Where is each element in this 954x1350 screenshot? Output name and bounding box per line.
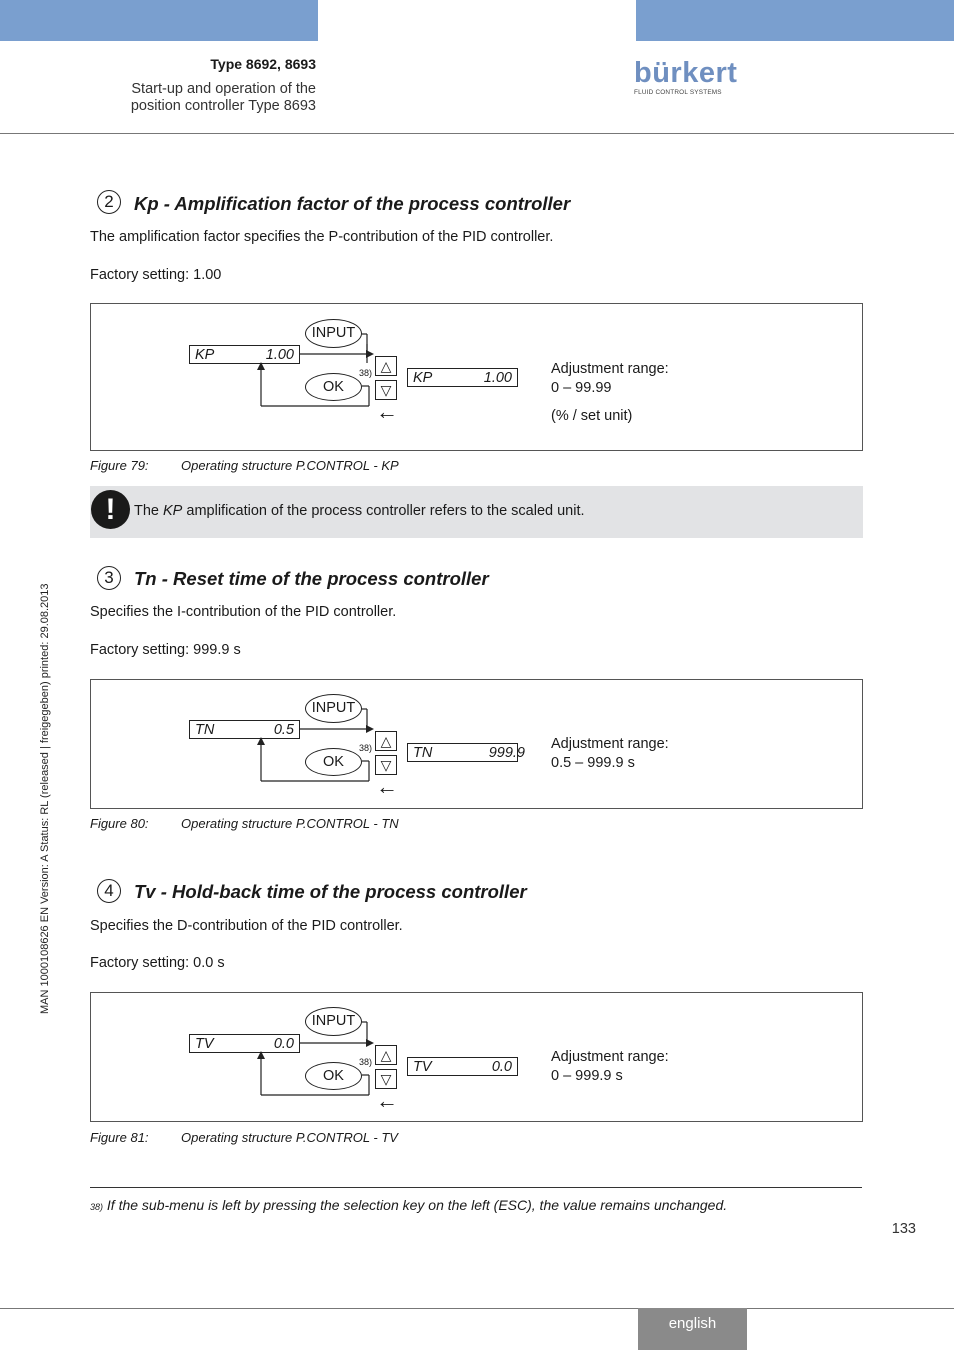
header-rule (0, 133, 954, 134)
logo-wordmark: bürkert (634, 57, 738, 89)
section-number-2: 2 (97, 190, 121, 214)
footnote-text: If the sub-menu is left by pressing the selection key on the left (ESC), the value remains unchanged. (106, 1197, 728, 1213)
ok-button: OK (305, 373, 362, 401)
parameter-name: TV (413, 1059, 432, 1075)
return-arrow-icon: ← (376, 774, 398, 799)
section-title-tn: Tn - Reset time of the process controller (134, 568, 489, 589)
down-arrow-key-icon: ▽ (375, 755, 397, 775)
parameter-name: TN (195, 722, 215, 738)
footnote-number: 38) (90, 1202, 104, 1212)
note-box (90, 486, 863, 538)
subtitle-line-2: position controller Type 8693 (130, 98, 316, 114)
section-description: Specifies the D-contribution of the PID controller. (90, 918, 403, 934)
header-bar-left (0, 0, 318, 41)
figure-kp-operating-structure (90, 303, 863, 451)
parameter-name: TN (413, 745, 433, 761)
logo-tagline: FLUID CONTROL SYSTEMS (634, 89, 722, 96)
up-arrow-key-icon: △ (375, 1045, 397, 1065)
flow-connectors (91, 993, 862, 1121)
factory-setting: Factory setting: 1.00 (90, 267, 222, 283)
figure-caption-number: Figure 79: (90, 458, 149, 473)
input-button: INPUT (305, 694, 362, 723)
figure-caption-number: Figure 81: (90, 1130, 149, 1145)
subtitle-line-1: Start-up and operation of the (131, 81, 316, 97)
figure-caption-number: Figure 80: (90, 816, 149, 831)
figure-caption-text: Operating structure P.CONTROL - KP (181, 458, 399, 473)
footnote-ref: 38) (359, 743, 373, 753)
section-number-3: 3 (97, 566, 121, 590)
footnote-rule (90, 1187, 862, 1188)
header-bar-right (636, 0, 954, 41)
parameter-value: 1.00 (265, 347, 294, 363)
parameter-name: TV (195, 1036, 214, 1052)
parameter-value: 0.0 (491, 1059, 512, 1075)
figure-caption-text: Operating structure P.CONTROL - TV (181, 1130, 398, 1145)
range-value: 0.5 – 999.9 s (551, 755, 635, 771)
factory-setting: Factory setting: 0.0 s (90, 955, 225, 971)
range-label: Adjustment range: (551, 361, 669, 377)
parameter-name: KP (195, 347, 215, 363)
parameter-value: 999.9 (488, 745, 525, 761)
parameter-name: KP (413, 370, 433, 386)
down-arrow-key-icon: ▽ (375, 380, 397, 400)
parameter-value: 1.00 (483, 370, 512, 386)
up-arrow-key-icon: △ (375, 356, 397, 376)
burkert-logo (634, 57, 738, 96)
document-type: Type 8692, 8693 (210, 56, 316, 72)
input-button: INPUT (305, 1007, 362, 1036)
range-value: 0 – 99.99 (551, 380, 612, 396)
footnote (90, 1197, 727, 1213)
ok-button: OK (305, 748, 362, 776)
document-subtitle (131, 81, 316, 115)
section-description: Specifies the I-contribution of the PID controller. (90, 604, 397, 620)
document-status-text: MAN 1000108626 EN Version: A Status: RL (released | freigegeben) printed: 29.08.2013 (39, 583, 51, 1014)
section-description: The amplification factor specifies the P-contribution of the PID controller. (90, 229, 554, 245)
section-title-tv: Tv - Hold-back time of the process controller (134, 881, 527, 902)
exclamation-icon: ! (91, 490, 130, 529)
ok-button: OK (305, 1062, 362, 1090)
section-number-4: 4 (97, 879, 121, 903)
return-arrow-icon: ← (376, 399, 398, 424)
figure-tv-operating-structure (90, 992, 863, 1122)
range-value: 0 – 999.9 s (551, 1068, 623, 1084)
flow-connectors (91, 304, 862, 450)
parameter-value: 0.0 (273, 1036, 294, 1052)
flow-connectors (91, 680, 862, 808)
return-arrow-icon: ← (376, 1088, 398, 1113)
factory-setting: Factory setting: 999.9 s (90, 642, 241, 658)
footer-rule (0, 1308, 954, 1309)
footnote-ref: 38) (359, 368, 373, 378)
figure-tn-operating-structure (90, 679, 863, 809)
language-tab: english (638, 1308, 747, 1350)
figure-caption-text: Operating structure P.CONTROL - TN (181, 816, 399, 831)
section-title-kp: Kp - Amplification factor of the process controller (134, 193, 571, 214)
range-label: Adjustment range: (551, 1049, 669, 1065)
up-arrow-key-icon: △ (375, 731, 397, 751)
range-label: Adjustment range: (551, 736, 669, 752)
parameter-value: 0.5 (273, 722, 294, 738)
page-number: 133 (891, 1221, 916, 1237)
input-button: INPUT (305, 319, 362, 348)
down-arrow-key-icon: ▽ (375, 1069, 397, 1089)
footnote-ref: 38) (359, 1057, 373, 1067)
range-unit-note: (% / set unit) (551, 408, 633, 424)
note-text: The KP amplification of the process controller refers to the scaled unit. (134, 503, 585, 519)
